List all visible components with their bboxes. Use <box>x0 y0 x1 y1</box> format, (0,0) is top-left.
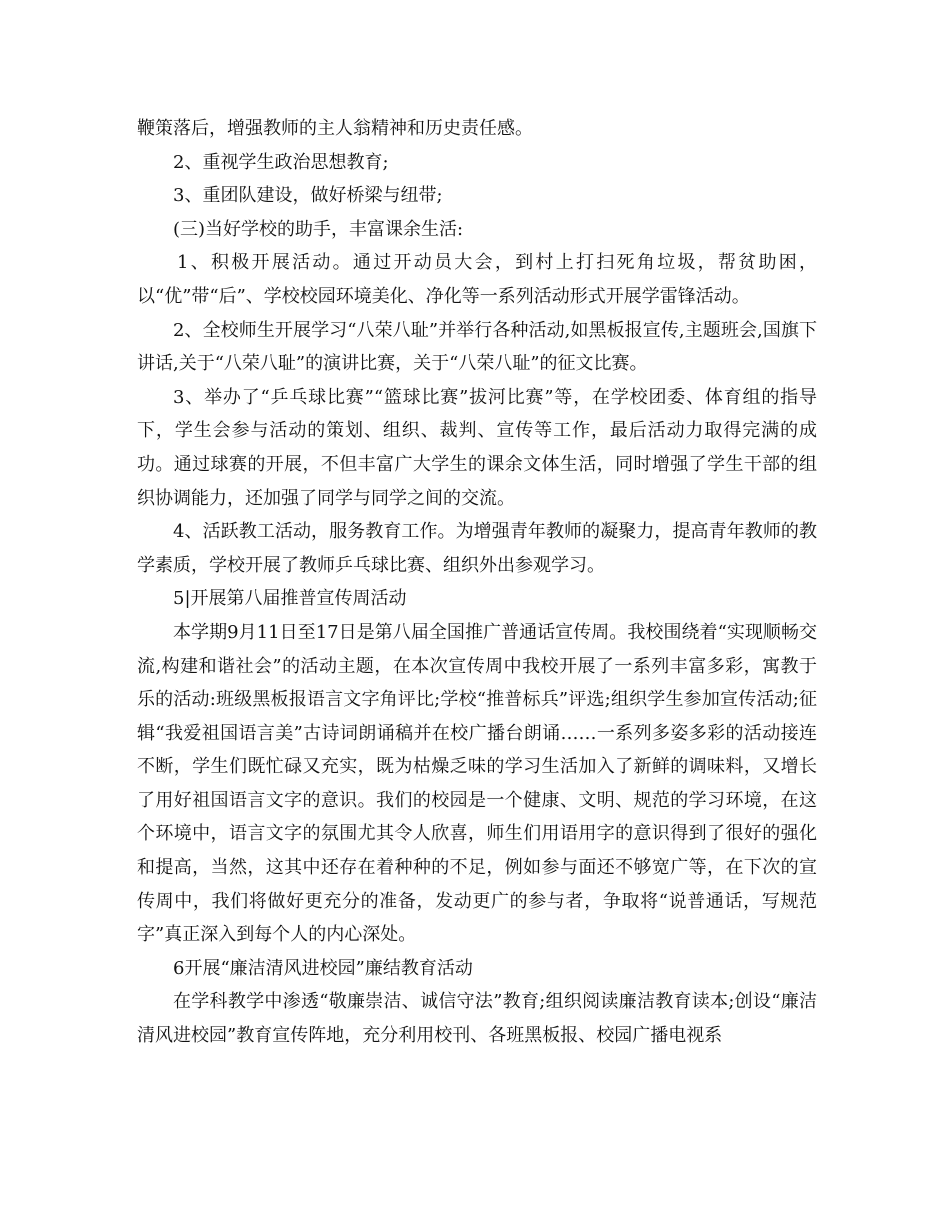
subheading-6: 6开展“廉洁清风进校园”廉结教育活动 <box>173 957 473 979</box>
section-heading-3: (三)当好学校的助手，丰富课余生活: <box>173 218 464 240</box>
paragraph-item-2: 2、重视学生政治思想教育; <box>173 151 389 173</box>
paragraph-promotion-week: 本学期9月11日至17日是第八届全国推广普通话宣传周。我校围绕着“实现顺畅交流,构建和谐社会”的活动主题，在本次宣传周中我校开展了一系列丰富多彩，寓教于乐的活动:班级黑板报语言文字角评比;学校“推普标兵”评选;组织学生参加宣传活动;征辑“我爱祖国语言美”古诗词朗诵稿并在校广播台朗诵……一系列多姿多彩的活动接连不断，学生们既忙碌又充实，既为枯燥乏味的学习生活加入了新鲜的调味料，又增长了用好祖国语言文字的意识。我们的校园是一个健康、文明、规范的学习环境，在这个环境中，语言文字的氛围尤其令人欣喜，师生们用语用字的意识得到了很好的强化和提高，当然，这其中还存在着种种的不足，例如参与面还不够宽广等，在下次的宣传周中，我们将做好更充分的准备，发动更广的参与者，争取将“说普通话，写规范字”真正深入到每个人的内心深处。 <box>137 621 817 946</box>
paragraph-item-3: 3、重团队建设，做好桥梁与纽带; <box>173 185 443 207</box>
paragraph-activity-4: 4、活跃教工活动，服务教育工作。为增强青年教师的凝聚力，提高青年教师的教学素质，学校开展了教师乒乓球比赛、组织外出参观学习。 <box>137 521 817 576</box>
paragraph-continuation: 鞭策落后，增强教师的主人翁精神和历史责任感。 <box>137 118 533 139</box>
document-body <box>137 112 817 1053</box>
paragraph-activity-3: 3、举办了“乒乓球比赛”“篮球比赛”拔河比赛”等，在学校团委、体育组的指导下，学生会参与活动的策划、组织、裁判、宣传等工作，最后活动力取得完满的成功。通过球赛的开展，不但丰富广大学生的课余文体生活，同时增强了学生干部的组织协调能力，还加强了同学与同学之间的交流。 <box>137 386 817 509</box>
subheading-5: 5|开展第八届推普宣传周活动 <box>173 588 407 610</box>
paragraph-activity-1: 1、积极开展活动。通过开动员大会，到村上打扫死角垃圾，帮贫助困，以“优”带“后”、学校校园环境美化、净化等一系列活动形式开展学雷锋活动。 <box>137 252 817 307</box>
paragraph-activity-2: 2、全校师生开展学习“八荣八耻”并举行各种活动,如黑板报宣传,主题班会,国旗下讲话,关于“八荣八耻”的演讲比赛，关于“八荣八耻”的征文比赛。 <box>137 319 817 375</box>
paragraph-integrity-education: 在学科教学中渗透“敬廉崇洁、诚信守法”教育;组织阅读廉洁教育读本;创设“廉洁清风进校园”教育宣传阵地，充分利用校刊、各班黑板报、校园广播电视系 <box>137 991 817 1047</box>
